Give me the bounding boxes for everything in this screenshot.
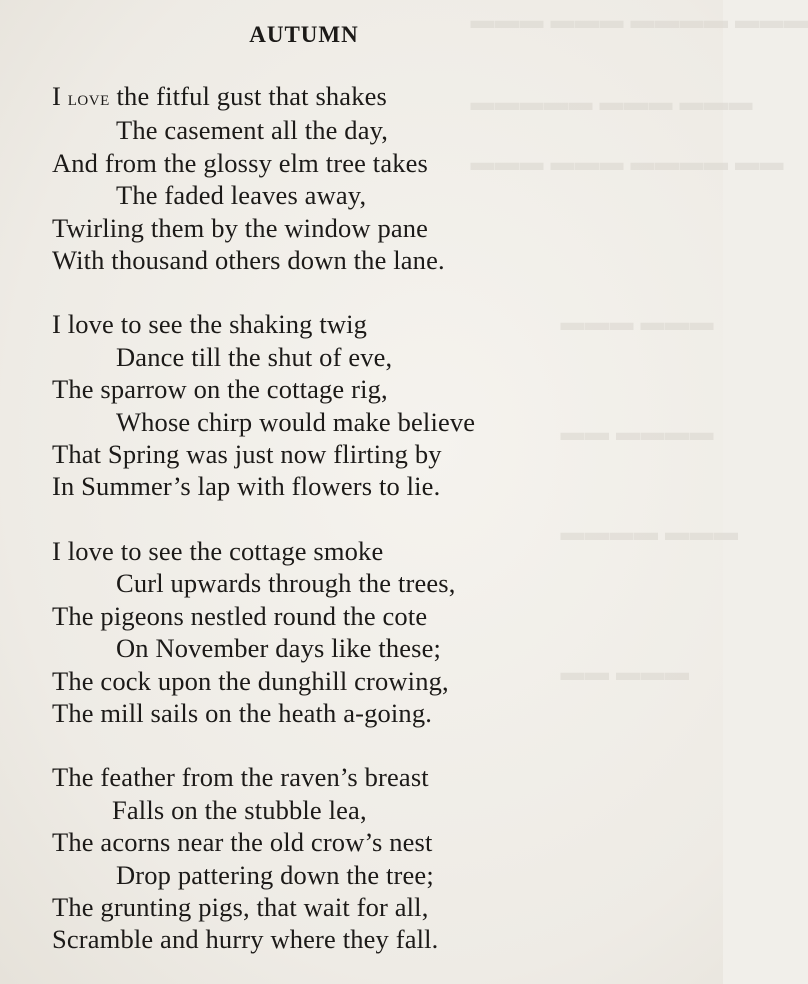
poem-line: I love to see the shaking twig: [52, 309, 368, 340]
show-through-texture: ▬▬ ▬▬▬▬ ▬▬▬ ▬▬▬: [470, 150, 784, 176]
poem-line: And from the glossy elm tree takes: [52, 147, 429, 178]
poem-title: AUTUMN: [249, 22, 359, 47]
poem-line: That Spring was just now flirting by: [52, 439, 442, 470]
poem-line: The cock upon the dunghill crowing,: [52, 665, 449, 696]
poem-line: Drop pattering down the tree;: [116, 859, 434, 890]
poem-line: Falls on the stubble lea,: [112, 794, 367, 825]
poem-line: The pigeons nestled round the cote: [52, 600, 428, 631]
poem-line-small-caps: love: [67, 85, 110, 110]
poem-line: Scramble and hurry where they fall.: [52, 924, 439, 955]
show-through-texture: ▬▬▬ ▬▬▬▬: [560, 520, 738, 546]
stanza: [52, 80, 592, 276]
stanza: [52, 535, 592, 729]
poem-line: On November days like these;: [116, 633, 442, 664]
poem-line: I love to see the cottage smoke: [52, 535, 384, 566]
poem-line-lead: I: [52, 81, 68, 111]
poem-line: Whose chirp would make believe: [116, 406, 476, 437]
poem-line: Curl upwards through the trees,: [116, 568, 456, 599]
poem-line: The sparrow on the cottage rig,: [52, 374, 388, 405]
poem-line: In Summer’s lap with flowers to lie.: [52, 471, 441, 502]
show-through-texture: ▬▬▬▬ ▬▬: [560, 420, 714, 446]
show-through-texture: ▬▬▬ ▬▬▬▬ ▬▬▬ ▬▬▬: [470, 8, 808, 34]
stanza: [52, 761, 592, 955]
show-through-texture: ▬▬▬ ▬▬: [560, 660, 689, 686]
poem-line: The mill sails on the heath a-going.: [52, 697, 432, 728]
show-through-texture: ▬▬▬ ▬▬▬: [560, 310, 714, 336]
poem-line: The acorns near the old crow’s nest: [52, 827, 433, 858]
poem-body: [52, 80, 592, 956]
poem-line: With thousand others down the lane.: [52, 245, 445, 276]
poem-line: Twirling them by the window pane: [52, 212, 429, 243]
stanza: [52, 308, 592, 502]
poem-line: [52, 80, 592, 114]
poem-line: The grunting pigs, that wait for all,: [52, 891, 429, 922]
poem-line: The feather from the raven’s breast: [52, 762, 429, 793]
show-through-texture: ▬▬▬ ▬▬▬ ▬▬▬▬▬: [470, 90, 753, 116]
poem-line-rest: the fitful gust that shakes: [109, 81, 387, 111]
poem-line: The faded leaves away,: [116, 180, 367, 211]
poem-line: Dance till the shut of eve,: [116, 341, 393, 372]
poem-line: The casement all the day,: [116, 115, 389, 146]
